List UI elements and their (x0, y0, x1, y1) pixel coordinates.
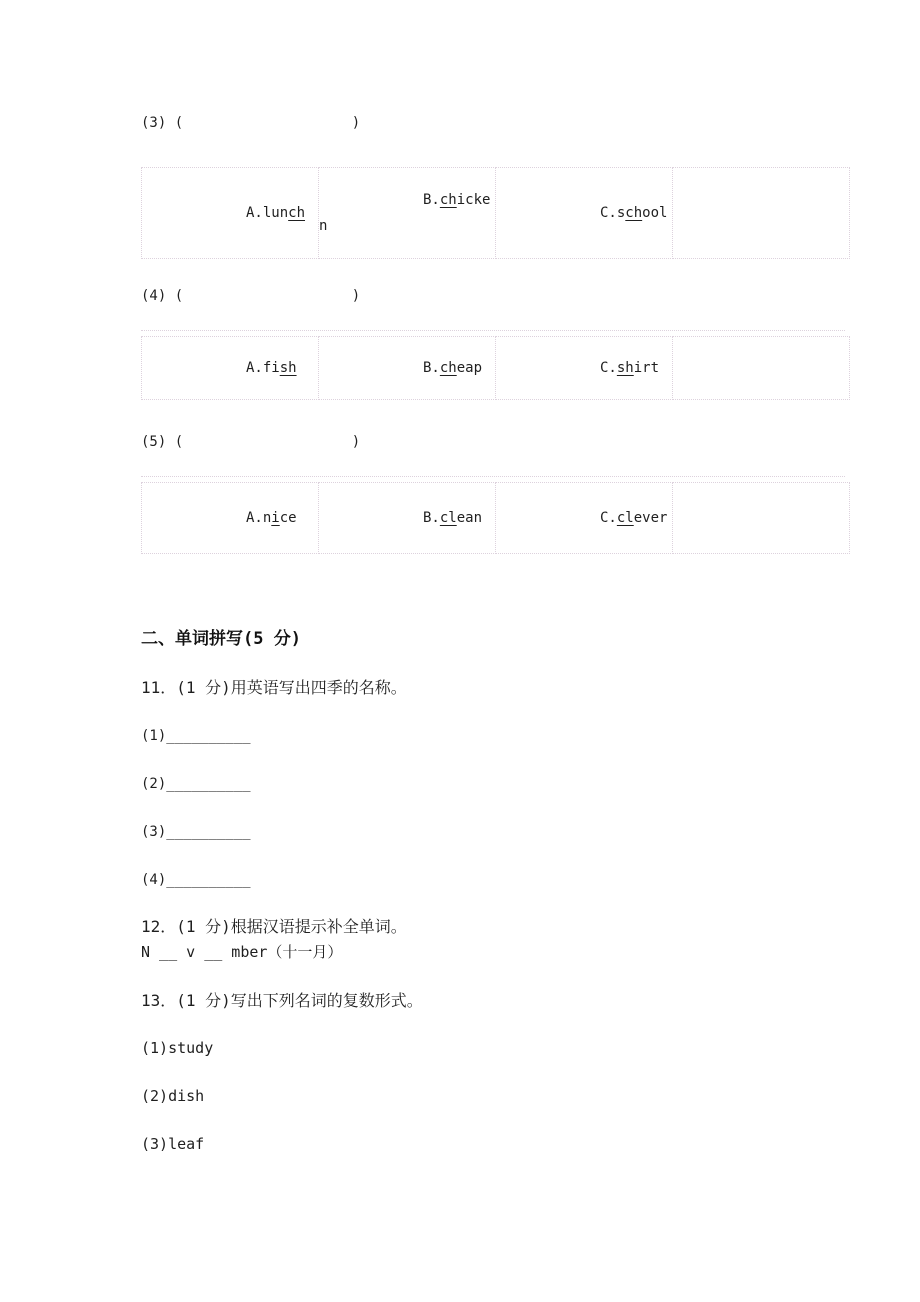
option-a-cell (142, 337, 319, 400)
table-top-border (141, 476, 845, 477)
underlined-letters: i (271, 510, 280, 526)
blank-line: __________ (166, 872, 251, 888)
option-text: A.n (246, 510, 272, 526)
option-text: A.fi (246, 360, 280, 376)
question-4-options-table (141, 336, 850, 400)
section-heading: 二、单词拼写(5 分) (141, 629, 301, 649)
underlined-letters: ch (625, 205, 643, 221)
option-empty-cell (673, 168, 850, 259)
question-5-options-table (141, 482, 850, 554)
option-text: ool (642, 205, 668, 221)
blank-label: (2) (141, 776, 167, 792)
underlined-letters: ch (439, 360, 457, 376)
underlined-letters: cl (616, 510, 634, 526)
table-top-border (141, 330, 845, 331)
option-text: B. (423, 192, 440, 208)
answer-blank-row (141, 728, 845, 745)
question-5-head: (5) ( ) (141, 434, 361, 450)
option-empty-cell (673, 483, 850, 554)
option-b-cell (319, 168, 496, 259)
underlined-letters: sh (279, 360, 297, 376)
option-b-cell (319, 483, 496, 554)
option-c-cell (496, 168, 673, 259)
option-text: B. (423, 510, 440, 526)
underlined-letters: sh (616, 360, 634, 376)
question-3-head: (3) ( ) (141, 115, 361, 131)
option-empty-cell (673, 337, 850, 400)
answer-blank-row (141, 872, 845, 889)
option-text: A.lun (246, 205, 289, 221)
question-4-head: (4) ( ) (141, 288, 361, 304)
option-text: eap (456, 360, 483, 376)
blank-label: (1) (141, 728, 167, 744)
question-12-word-line: N __ v __ mber（十一月） (141, 943, 343, 961)
option-text: icken (319, 192, 491, 234)
options-row (142, 337, 850, 400)
plural-item: (1)study (141, 1039, 214, 1057)
blank-label: (3) (141, 824, 167, 840)
options-row (142, 483, 850, 554)
option-text: C. (600, 510, 617, 526)
option-text: C. (600, 360, 617, 376)
question-3-options-table (141, 167, 850, 259)
question-12-text: 12．(1 分)根据汉语提示补全单词。 (141, 917, 407, 936)
answer-blank-row (141, 776, 845, 793)
blank-line: __________ (166, 728, 251, 744)
option-c-cell (496, 337, 673, 400)
option-a-cell (142, 168, 319, 259)
blank-label: (4) (141, 872, 167, 888)
blank-line: __________ (166, 776, 251, 792)
option-text: C.s (600, 205, 626, 221)
underlined-letters: ch (439, 192, 457, 208)
option-text: irt (633, 360, 660, 376)
underlined-letters: cl (439, 510, 457, 526)
option-text: ean (456, 510, 483, 526)
option-text: ce (279, 510, 297, 526)
blank-line: __________ (166, 824, 251, 840)
answer-blank-row (141, 824, 845, 841)
plural-item: (2)dish (141, 1087, 205, 1105)
option-a-cell (142, 483, 319, 554)
option-text: B. (423, 360, 440, 376)
option-text: ever (633, 510, 668, 526)
options-row (142, 168, 850, 259)
plural-item: (3)leaf (141, 1135, 205, 1153)
option-c-cell (496, 483, 673, 554)
underlined-letters: ch (288, 205, 306, 221)
question-11-text: 11．(1 分)用英语写出四季的名称。 (141, 678, 407, 697)
question-13-text: 13．(1 分)写出下列名词的复数形式。 (141, 991, 423, 1010)
option-b-cell (319, 337, 496, 400)
